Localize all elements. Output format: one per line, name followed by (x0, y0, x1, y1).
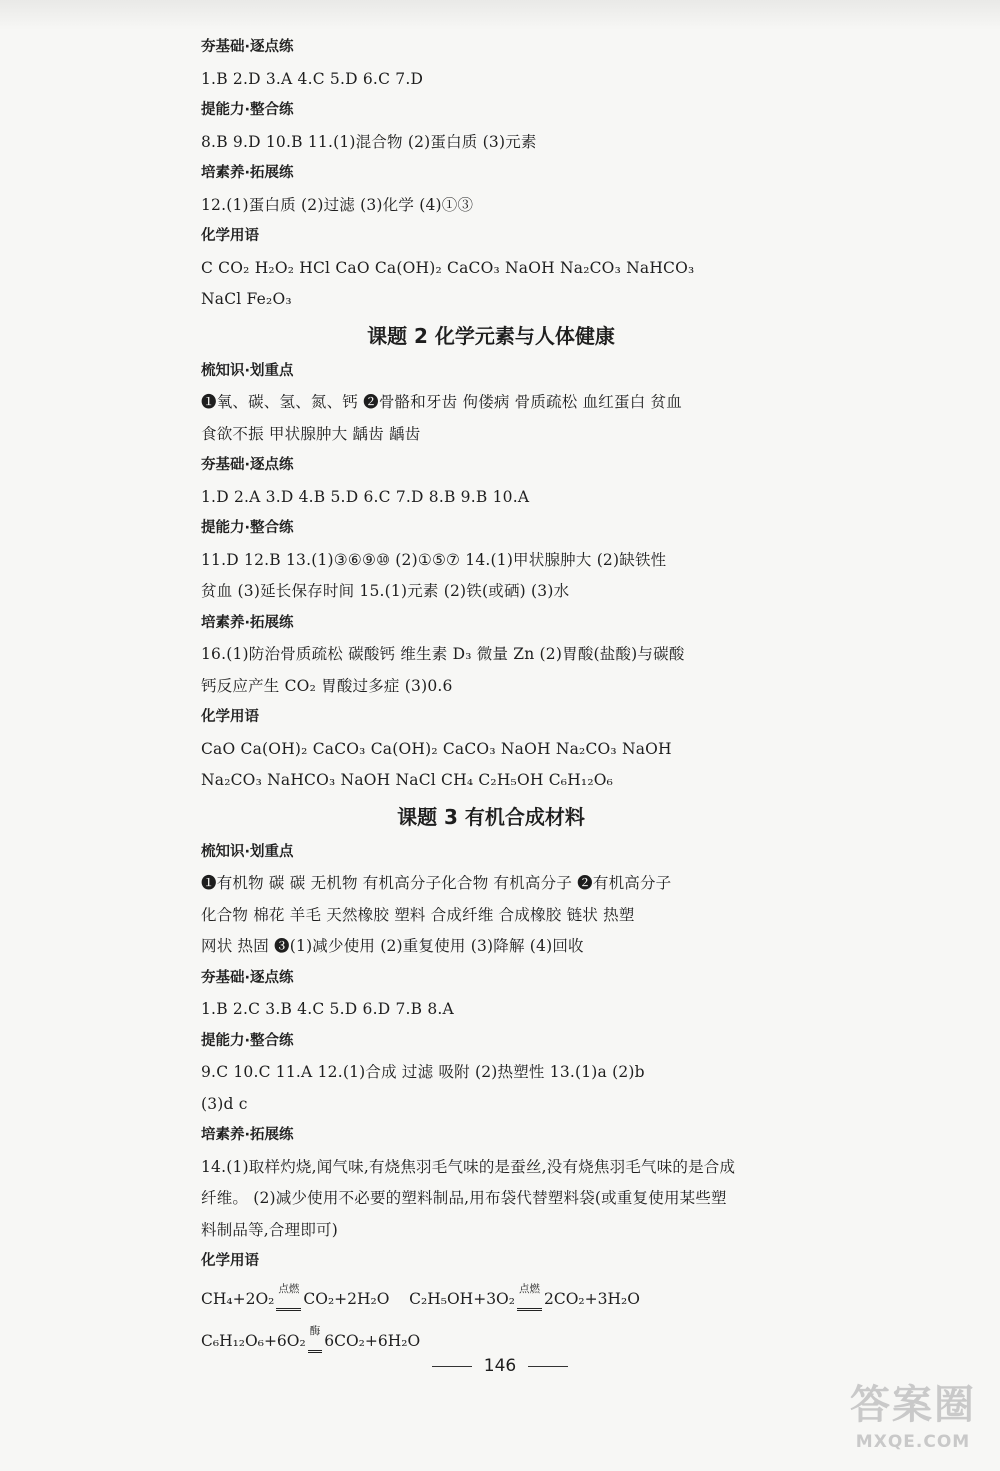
answer-line: 1.D 2.A 3.D 4.B 5.D 6.C 7.D 8.B 9.B 10.A (201, 487, 530, 506)
answer-line: 1.B 2.D 3.A 4.C 5.D 6.C 7.D (201, 69, 424, 88)
equation-line-1 (201, 1278, 781, 1320)
section-heading: 夯基础·逐点练 (201, 39, 294, 55)
watermark-url: MXQE.COM (855, 1432, 971, 1452)
answer-line: ❶有机物 碳 碳 无机物 有机高分子化合物 有机高分子 ❷有机高分子 (201, 874, 672, 892)
equation-1-left: CH₄+2O₂ (201, 1289, 275, 1308)
section-heading: 梳知识·划重点 (201, 362, 294, 379)
section-heading: 夯基础·逐点练 (201, 457, 294, 473)
answer-line: (3)d c (201, 1094, 248, 1113)
section-heading: 夯基础·逐点练 (201, 969, 294, 986)
answer-line: 12.(1)蛋白质 (2)过滤 (3)化学 (4)①③ (201, 195, 474, 214)
page-number-dash-right (528, 1366, 568, 1367)
page-number-text: 146 (483, 1356, 517, 1376)
answer-line: 料制品等,合理即可) (201, 1220, 338, 1239)
answer-lines (201, 32, 781, 1278)
section-heading: 提能力·整合练 (201, 102, 294, 118)
answer-line: 1.B 2.C 3.B 4.C 5.D 6.D 7.B 8.A (201, 1000, 454, 1018)
equation-2-left: C₂H₅OH+3O₂ (409, 1289, 515, 1308)
equation-2-right: 2CO₂+3H₂O (543, 1289, 640, 1308)
section-heading: 培素养·拓展练 (201, 614, 294, 631)
reaction-condition-1: 点燃 (276, 1292, 301, 1311)
section-heading: 化学用语 (201, 228, 259, 244)
section-heading: 化学用语 (201, 1253, 259, 1269)
answer-page (201, 32, 781, 1362)
answer-line: C CO₂ H₂O₂ HCl CaO Ca(OH)₂ CaCO₃ NaOH Na₂CO₃ NaHCO₃ (201, 258, 695, 277)
answer-line: 化合物 棉花 羊毛 天然橡胶 塑料 合成纤维 合成橡胶 链状 热塑 (201, 905, 635, 924)
answer-line: 网状 热固 ❸(1)减少使用 (2)重复使用 (3)降解 (4)回收 (201, 937, 584, 955)
answer-line: 纤维。 (2)减少使用不必要的塑料制品,用布袋代替塑料袋(或重复使用某些塑 (201, 1189, 727, 1207)
lesson-title: 课题 3 有机合成材料 (397, 804, 585, 829)
answer-line: NaCl Fe₂O₃ (201, 290, 292, 308)
scan-top-edge (0, 0, 1000, 30)
section-heading: 化学用语 (201, 709, 259, 725)
equation-3-left: C₆H₁₂O₆+6O₂ (201, 1331, 306, 1350)
answer-line: 9.C 10.C 11.A 12.(1)合成 过滤 吸附 (2)热塑性 13.(1)a (2)b (201, 1063, 645, 1081)
answer-line: 食欲不振 甲状腺肿大 龋齿 龋齿 (201, 424, 421, 443)
answer-line: 16.(1)防治骨质疏松 碳酸钙 维生素 D₃ 微量 Zn (2)胃酸(盐酸)与碳酸 (201, 645, 685, 663)
equation-1-right: CO₂+2H₂O (303, 1289, 390, 1308)
answer-line: 8.B 9.D 10.B 11.(1)混合物 (2)蛋白质 (3)元素 (201, 132, 537, 151)
answer-line: 14.(1)取样灼烧,闻气味,有烧焦羽毛气味的是蚕丝,没有烧焦羽毛气味的是合成 (201, 1157, 736, 1176)
section-heading: 提能力·整合练 (201, 520, 294, 536)
section-heading: 提能力·整合练 (201, 1032, 294, 1049)
equation-3-right: 6CO₂+6H₂O (324, 1331, 421, 1350)
answer-line: 11.D 12.B 13.(1)③⑥⑨⑩ (2)①⑤⑦ 14.(1)甲状腺肿大 (2)缺铁性 (201, 550, 667, 569)
answer-line: 贫血 (3)延长保存时间 15.(1)元素 (2)铁(或硒) (3)水 (201, 582, 570, 600)
answer-line: Na₂CO₃ NaHCO₃ NaOH NaCl CH₄ C₂H₅OH C₆H₁₂O₆ (201, 771, 614, 789)
section-heading: 梳知识·划重点 (201, 843, 294, 860)
answer-line: ❶氧、碳、氢、氮、钙 ❷骨骼和牙齿 佝偻病 骨质疏松 血红蛋白 贫血 (201, 393, 682, 411)
watermark-logo (838, 1380, 988, 1454)
answer-line: CaO Ca(OH)₂ CaCO₃ Ca(OH)₂ CaCO₃ NaOH Na₂CO₃ NaOH (201, 739, 672, 758)
reaction-condition-3: 酶 (308, 1334, 323, 1353)
section-heading: 培素养·拓展练 (201, 1127, 294, 1143)
page-number-dash-left (432, 1366, 472, 1367)
watermark-text: 答案圈 (850, 1382, 976, 1428)
answer-line: 钙反应产生 CO₂ 胃酸过多症 (3)0.6 (201, 676, 453, 695)
reaction-condition-2: 点燃 (517, 1292, 542, 1311)
page-number (0, 1356, 1000, 1376)
lesson-title: 课题 2 化学元素与人体健康 (367, 323, 615, 348)
section-heading: 培素养·拓展练 (201, 165, 294, 181)
